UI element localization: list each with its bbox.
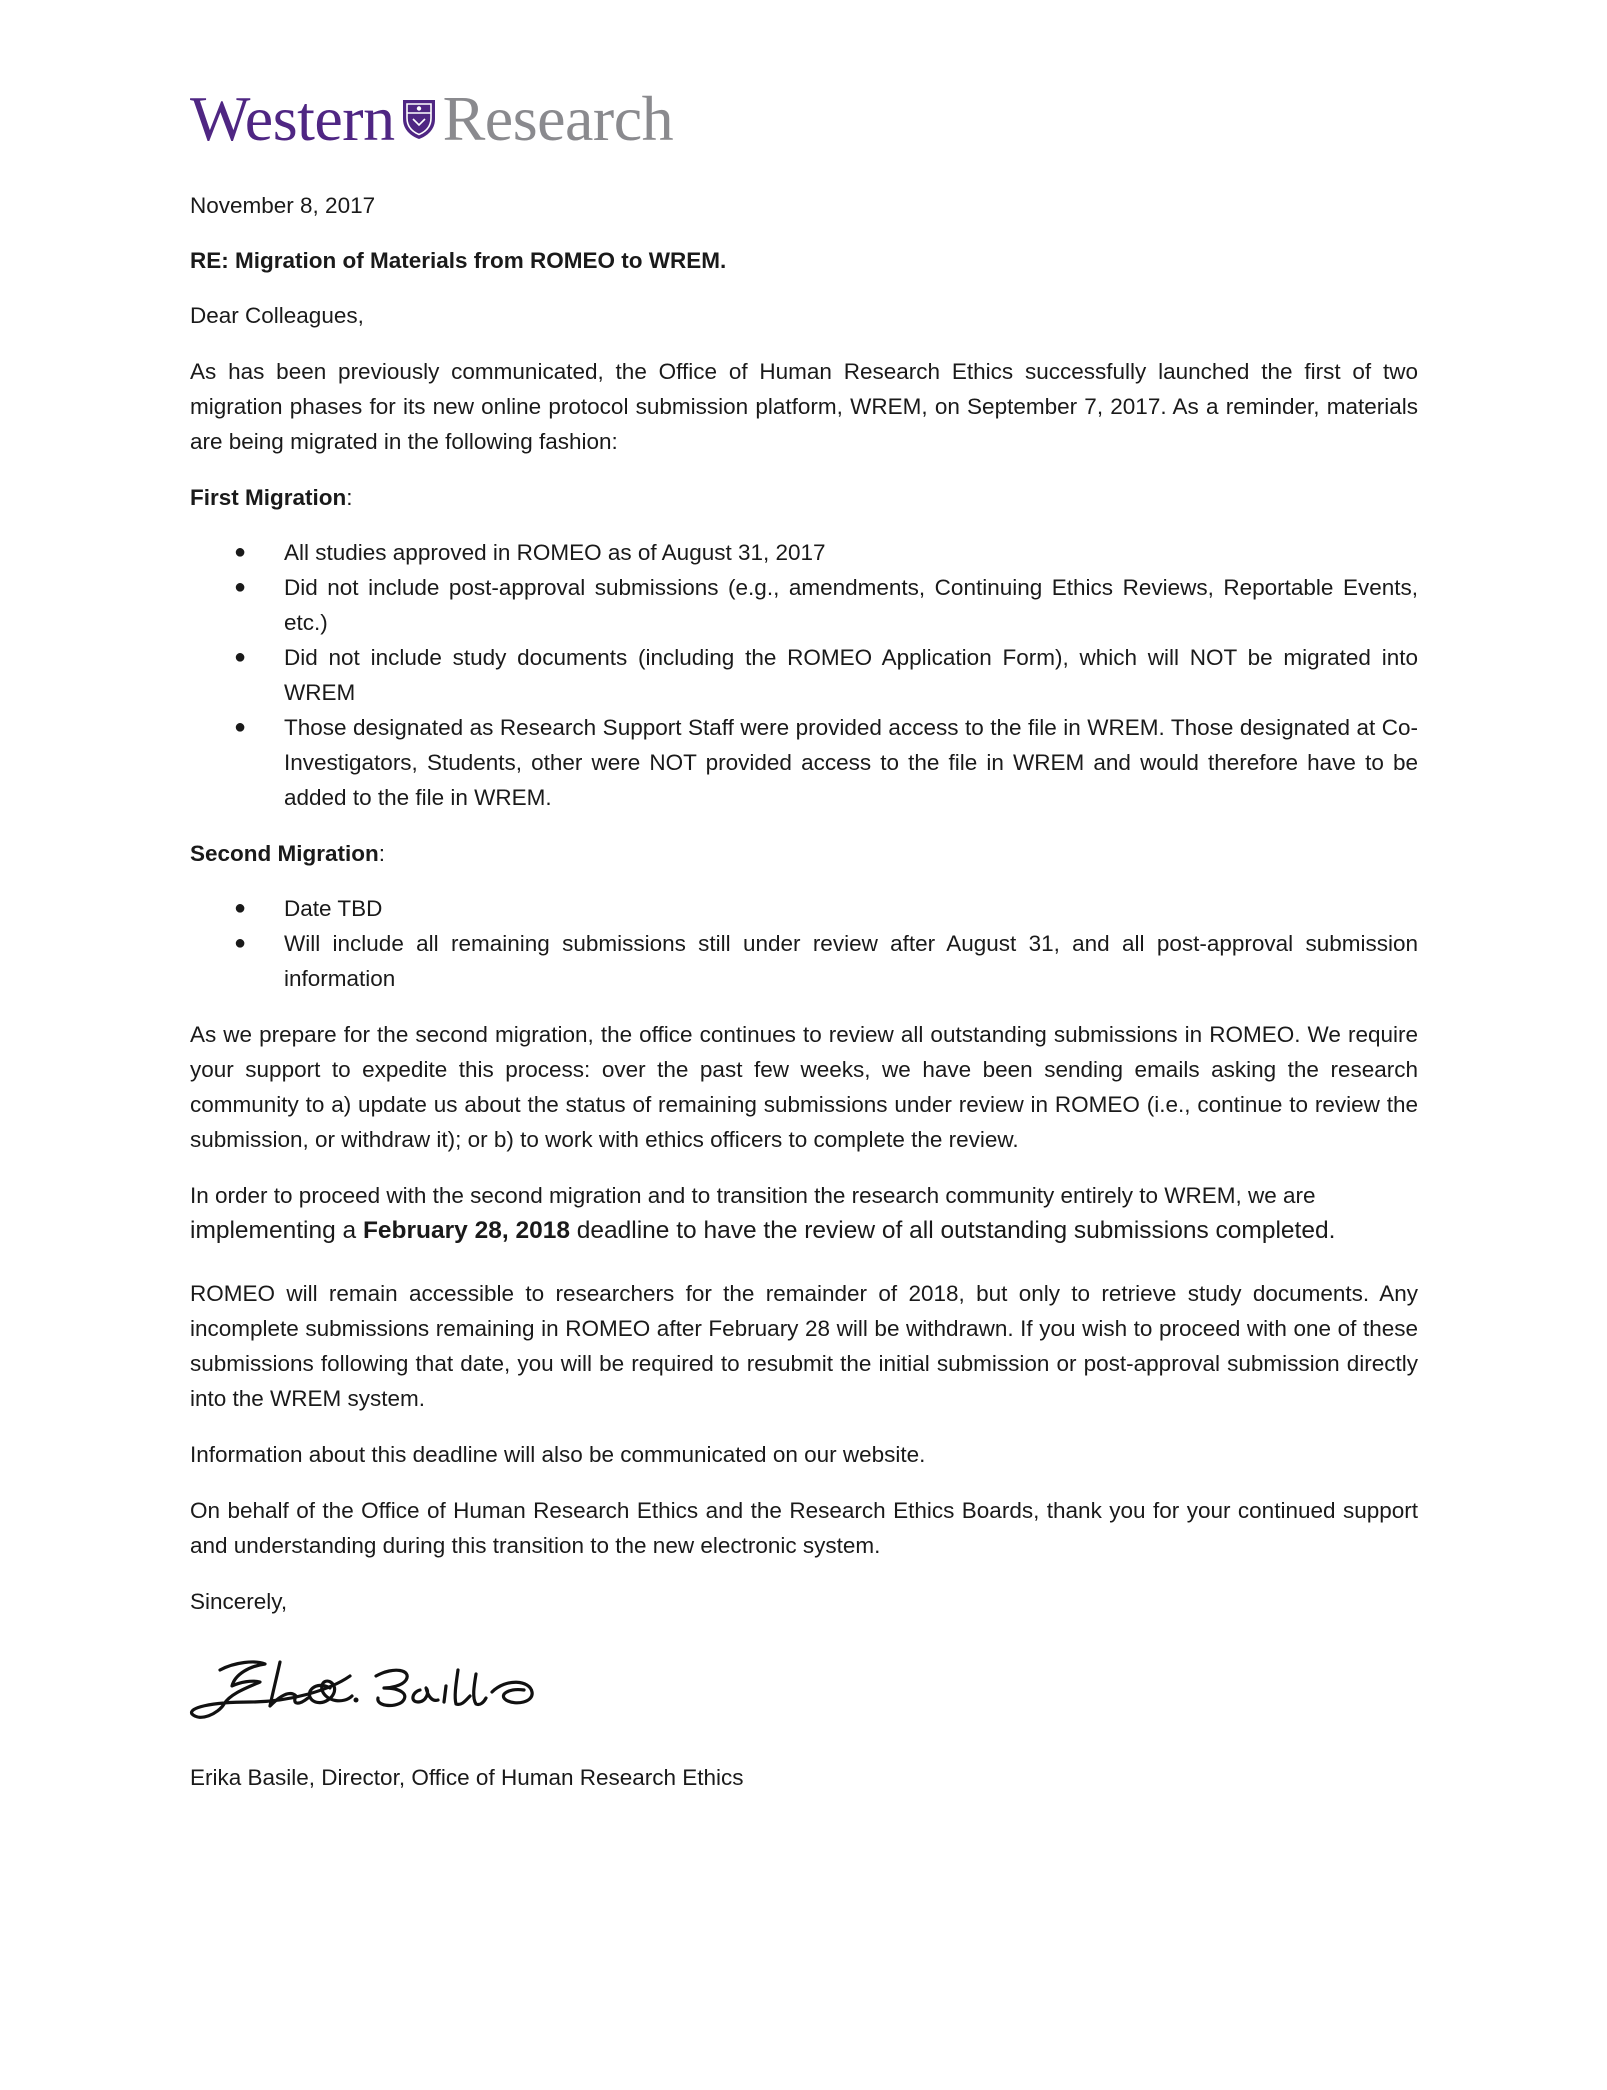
website-paragraph: Information about this deadline will also be communicated on our website. xyxy=(190,1442,926,1467)
letter-body xyxy=(190,188,1418,1816)
second-migration-heading xyxy=(190,836,1418,871)
signatory-line: Erika Basile, Director, Office of Human Research Ethics xyxy=(190,1765,744,1790)
review-paragraph: As we prepare for the second migration, the office continues to review all outstanding submissions in ROMEO. We require your support to expedite this process: over the past few weeks, we have been sending emails asking the research community to a) update us about the status of remaining submissions under review in ROMEO (i.e., continue to review the submission, or withdraw it); or b) to work with ethics officers to complete the review. xyxy=(190,1022,1418,1152)
list-item-text: Will include all remaining submissions still under review after August 31, and all post-approval submission information xyxy=(284,931,1418,991)
second-migration-colon: : xyxy=(378,841,386,866)
list-item xyxy=(190,570,1418,640)
closing: Sincerely, xyxy=(190,1589,288,1614)
first-migration-heading xyxy=(190,480,1418,515)
bullet-icon: ● xyxy=(234,576,247,598)
deadline-post: deadline to have the review of all outstanding submissions completed. xyxy=(569,1217,1336,1244)
list-item xyxy=(190,535,1418,570)
letter-subject: RE: Migration of Materials from ROMEO to WREM. xyxy=(190,248,727,273)
second-migration-list xyxy=(190,891,1418,996)
list-item xyxy=(190,891,1418,926)
letter-salutation: Dear Colleagues, xyxy=(190,303,364,328)
second-migration-title: Second Migration xyxy=(190,841,379,866)
bullet-icon: ● xyxy=(234,541,247,563)
bullet-icon: ● xyxy=(234,646,247,668)
deadline-date: February 28, 2018 xyxy=(362,1217,570,1244)
first-migration-list xyxy=(190,535,1418,815)
handwritten-signature xyxy=(180,1640,580,1740)
list-item xyxy=(190,710,1418,815)
logo-research-word: Research xyxy=(442,83,674,154)
bullet-icon: ● xyxy=(234,897,247,919)
crest-icon xyxy=(401,97,437,141)
list-item-text: Did not include study documents (including the ROMEO Application Form), which will NOT be migrated into WREM xyxy=(284,645,1418,705)
first-migration-colon: : xyxy=(346,485,353,510)
intro-paragraph: As has been previously communicated, the Office of Human Research Ethics successfully launched the first of two migration phases for its new online protocol submission platform, WREM, on September 7, 2017. As a reminder, materials are being migrated in the following fashion: xyxy=(190,359,1418,454)
thanks-paragraph: On behalf of the Office of Human Research Ethics and the Research Ethics Boards, thank you for your continued support and understanding during this transition to the new electronic system. xyxy=(190,1498,1418,1558)
letterhead-logo xyxy=(190,84,673,154)
list-item-text: All studies approved in ROMEO as of August 31, 2017 xyxy=(284,540,826,565)
list-item xyxy=(190,640,1418,710)
bullet-icon: ● xyxy=(234,716,247,738)
list-item-text: Those designated as Research Support Staff were provided access to the file in WREM. Those designated at Co-Investigators, Students, other were NOT provided access to the file in WREM and would therefore have to be added to the file in WREM. xyxy=(284,715,1418,810)
bullet-icon: ● xyxy=(234,932,247,954)
list-item-text: Date TBD xyxy=(284,896,383,921)
letter-date: November 8, 2017 xyxy=(190,193,376,218)
deadline-line-2 xyxy=(190,1217,1335,1244)
deadline-pre: implementing a xyxy=(190,1217,363,1244)
list-item xyxy=(190,926,1418,996)
logo-western-word: Western xyxy=(190,83,395,154)
deadline-line-1: In order to proceed with the second migration and to transition the research community entirely to WREM, we are xyxy=(190,1183,1316,1208)
list-item-text: Did not include post-approval submissions (e.g., amendments, Continuing Ethics Reviews, Reportable Events, etc.) xyxy=(284,575,1418,635)
deadline-paragraph xyxy=(190,1178,1418,1248)
paragraph-spacer xyxy=(190,1262,1418,1276)
first-migration-title: First Migration xyxy=(190,485,347,510)
romeo-paragraph: ROMEO will remain accessible to researchers for the remainder of 2018, but only to retrieve study documents. Any incomplete submissions remaining in ROMEO after February 28 will be withdrawn. If you wish to proceed with one of these submissions following that date, you will be required to resubmit the initial submission or post-approval submission directly into the WREM system. xyxy=(190,1281,1418,1411)
